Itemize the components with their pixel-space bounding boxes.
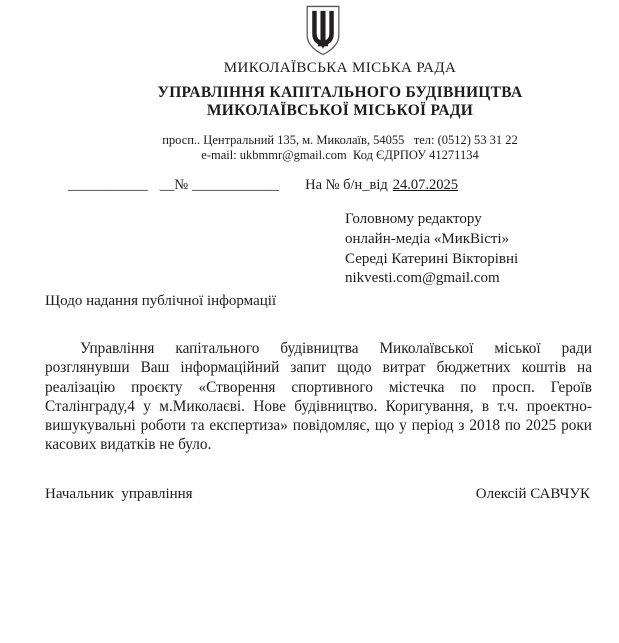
letterhead-contacts [60, 133, 619, 163]
department-line1: УПРАВЛІННЯ КАПІТАЛЬНОГО БУДІВНИЦТВА [157, 84, 523, 101]
department-name [60, 84, 619, 119]
ukraine-trident-emblem [304, 3, 342, 58]
reply-ref-date: 24.07.2025 [392, 177, 459, 193]
trident-shield-icon [304, 3, 342, 58]
addressee-role: Головному редактору [345, 211, 482, 227]
ref-number-blank: ____________ [192, 177, 280, 193]
signature-row [45, 486, 590, 503]
signer-name: Олексій САВЧУК [475, 486, 590, 502]
signer-title: Начальник управління [45, 486, 193, 502]
reference-line [68, 177, 458, 194]
email-edrpou-line: e-mail: ukbmmr@gmail.com Код ЄДРПОУ 41271134 [201, 148, 479, 162]
addressee-block [345, 210, 518, 289]
address-phone-line: просп.. Центральний 135, м. Миколаїв, 54055 тел: (0512) 53 31 22 [162, 133, 518, 147]
reply-ref-label: На № б/н_від [305, 177, 388, 193]
department-line2: МИКОЛАЇВСЬКОЇ МІСЬКОЇ РАДИ [206, 101, 474, 119]
council-name: МИКОЛАЇВСЬКА МІСЬКА РАДА [223, 60, 457, 76]
addressee-person: Середі Катерині Вікторівні [345, 250, 519, 267]
ref-date-blank: ___________ [68, 177, 148, 193]
body-paragraph: Управління капітального будівництва Миколаївської міської ради розглянувши Ваш інформаційний запит щодо витрат бюджетних коштів на реалізацію проєкту «Створення спортивного містечка по просп. Героїв Сталінграду,4 у м.Миколаєві. Нове будівництво. Коригування, в т.ч. проектно-вишукувальні роботи та експертиза» повідомляє, що у період з 2018 по 2025 роки касових видатків не було. [45, 340, 592, 454]
subject-line: Щодо надання публічної інформації [45, 293, 277, 309]
addressee-media: онлайн-медіа «МикВісті» [345, 230, 510, 247]
addressee-email: nikvesti.com@gmail.com [345, 270, 500, 287]
ref-number-label: __№ [159, 177, 189, 193]
